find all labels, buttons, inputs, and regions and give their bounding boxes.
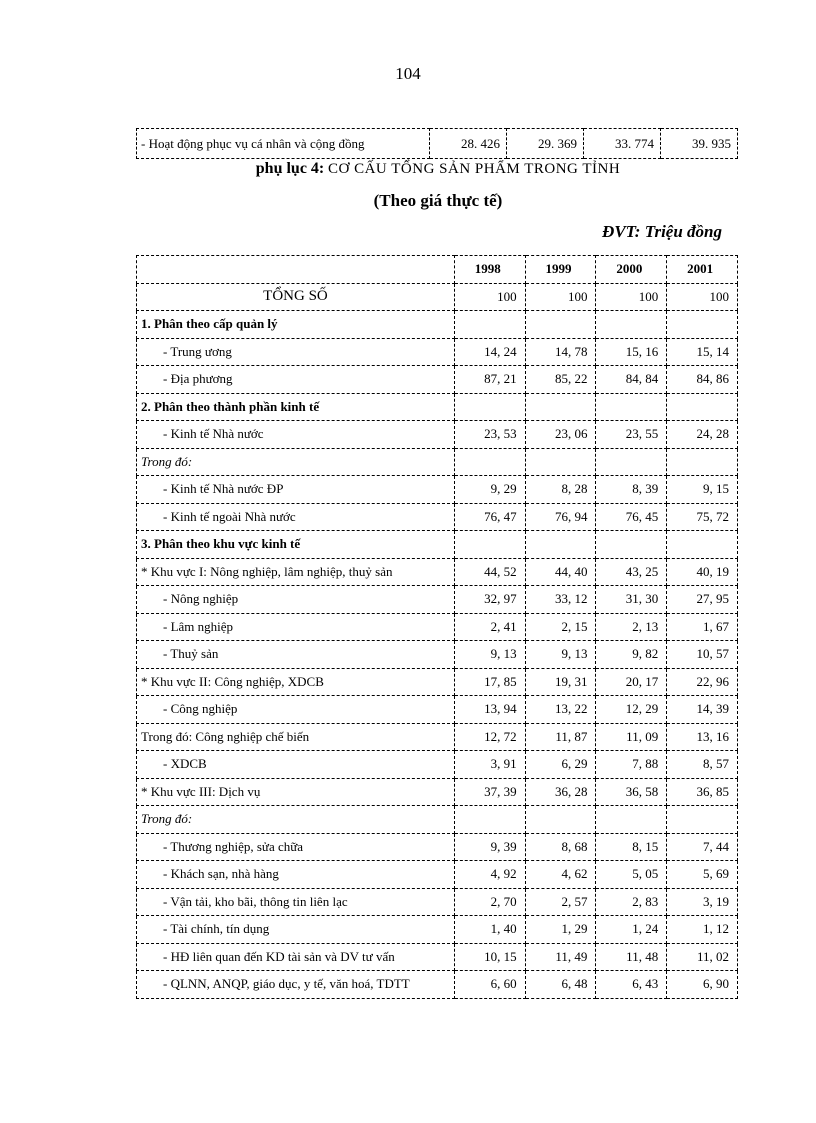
value-cell: 5, 69 <box>667 861 738 889</box>
value-cell: 1, 40 <box>454 916 525 944</box>
row-label: - HĐ liên quan đến KD tài sản và DV tư vấn <box>137 943 455 971</box>
value-cell <box>667 448 738 476</box>
row-label: - XDCB <box>137 751 455 779</box>
table-row <box>137 861 738 889</box>
value-cell: 8, 68 <box>525 833 596 861</box>
value-cell <box>525 806 596 834</box>
value-cell: 14, 39 <box>667 696 738 724</box>
value-cell: 7, 44 <box>667 833 738 861</box>
value-cell: 22, 96 <box>667 668 738 696</box>
row-label: - Thương nghiệp, sửa chữa <box>137 833 455 861</box>
row-label: Trong đó: <box>137 806 455 834</box>
value-cell <box>667 393 738 421</box>
value-cell: 40, 19 <box>667 558 738 586</box>
value-cell: 1, 67 <box>667 613 738 641</box>
value-cell: 36, 85 <box>667 778 738 806</box>
value-cell: 37, 39 <box>454 778 525 806</box>
appendix-subtitle: (Theo giá thực tế) <box>373 191 503 210</box>
table-row <box>137 696 738 724</box>
value-cell: 13, 22 <box>525 696 596 724</box>
value-cell: 7, 88 <box>596 751 667 779</box>
value-cell <box>667 531 738 559</box>
value-cell: 2, 57 <box>525 888 596 916</box>
value-cell: 33, 12 <box>525 586 596 614</box>
value-cell: 1, 12 <box>667 916 738 944</box>
table-row <box>137 129 738 159</box>
table-row <box>137 888 738 916</box>
value-cell: 9, 29 <box>454 476 525 504</box>
table-row <box>137 531 738 559</box>
row-label: - Nông nghiệp <box>137 586 455 614</box>
value-cell: 29. 369 <box>507 129 584 159</box>
value-cell: 11, 87 <box>525 723 596 751</box>
table-row <box>137 586 738 614</box>
table-row <box>137 971 738 999</box>
value-cell: 8, 39 <box>596 476 667 504</box>
unit-label: ĐVT: Triệu đồng <box>602 222 722 241</box>
value-cell <box>525 448 596 476</box>
table-row <box>137 503 738 531</box>
value-cell: 2, 13 <box>596 613 667 641</box>
value-cell <box>454 806 525 834</box>
value-cell: 44, 52 <box>454 558 525 586</box>
table-row <box>137 311 738 339</box>
value-cell: 9, 82 <box>596 641 667 669</box>
table-row <box>137 916 738 944</box>
value-cell: 2, 15 <box>525 613 596 641</box>
value-cell: 3, 19 <box>667 888 738 916</box>
value-cell: 76, 45 <box>596 503 667 531</box>
column-header: 2001 <box>667 256 738 284</box>
value-cell: 1, 29 <box>525 916 596 944</box>
row-label: - Địa phương <box>137 366 455 394</box>
table-row <box>137 448 738 476</box>
table-row <box>137 641 738 669</box>
value-cell: 9, 15 <box>667 476 738 504</box>
table-row <box>137 476 738 504</box>
row-label: - Công nghiệp <box>137 696 455 724</box>
value-cell: 84, 86 <box>667 366 738 394</box>
row-label: - Kinh tế Nhà nước <box>137 421 455 449</box>
value-cell: 12, 29 <box>596 696 667 724</box>
value-cell: 6, 43 <box>596 971 667 999</box>
value-cell: 11, 02 <box>667 943 738 971</box>
value-cell <box>454 448 525 476</box>
value-cell: 24, 28 <box>667 421 738 449</box>
value-cell <box>525 531 596 559</box>
row-label: - Lâm nghiệp <box>137 613 455 641</box>
value-cell: 6, 90 <box>667 971 738 999</box>
value-cell: 33. 774 <box>584 129 661 159</box>
value-cell: 36, 58 <box>596 778 667 806</box>
table-row <box>137 751 738 779</box>
value-cell <box>596 531 667 559</box>
value-cell: 9, 39 <box>454 833 525 861</box>
value-cell <box>596 311 667 339</box>
value-cell: 27, 95 <box>667 586 738 614</box>
value-cell: 9, 13 <box>454 641 525 669</box>
value-cell: 5, 05 <box>596 861 667 889</box>
table-header-row <box>137 256 738 284</box>
value-cell: 17, 85 <box>454 668 525 696</box>
row-label: 3. Phân theo khu vực kinh tế <box>137 531 455 559</box>
value-cell: 87, 21 <box>454 366 525 394</box>
value-cell: 31, 30 <box>596 586 667 614</box>
value-cell: 76, 47 <box>454 503 525 531</box>
value-cell: 43, 25 <box>596 558 667 586</box>
column-header: 2000 <box>596 256 667 284</box>
value-cell: 11, 49 <box>525 943 596 971</box>
structure-table <box>136 255 738 999</box>
value-cell: 76, 94 <box>525 503 596 531</box>
value-cell <box>667 311 738 339</box>
value-cell <box>454 393 525 421</box>
value-cell: 6, 29 <box>525 751 596 779</box>
table-row <box>137 393 738 421</box>
value-cell: 4, 62 <box>525 861 596 889</box>
row-label: Trong đó: Công nghiệp chế biến <box>137 723 455 751</box>
page-number: 104 <box>395 64 421 83</box>
row-label: Trong đó: <box>137 448 455 476</box>
value-cell: 13, 16 <box>667 723 738 751</box>
row-label: - QLNN, ANQP, giáo dục, y tế, văn hoá, TDTT <box>137 971 455 999</box>
value-cell: 84, 84 <box>596 366 667 394</box>
value-cell: 11, 09 <box>596 723 667 751</box>
value-cell: 85, 22 <box>525 366 596 394</box>
column-header: 1999 <box>525 256 596 284</box>
table-row <box>137 943 738 971</box>
table-row <box>137 806 738 834</box>
value-cell: 23, 53 <box>454 421 525 449</box>
value-cell: 44, 40 <box>525 558 596 586</box>
value-cell: 2, 83 <box>596 888 667 916</box>
row-label: - Kinh tế Nhà nước ĐP <box>137 476 455 504</box>
value-cell: 36, 28 <box>525 778 596 806</box>
table-row <box>137 338 738 366</box>
value-cell: 11, 48 <box>596 943 667 971</box>
table-body <box>137 256 738 999</box>
table-row <box>137 558 738 586</box>
value-cell <box>596 448 667 476</box>
value-cell: 100 <box>525 283 596 311</box>
value-cell: 75, 72 <box>667 503 738 531</box>
table-row <box>137 283 738 311</box>
table-row <box>137 723 738 751</box>
value-cell: 8, 57 <box>667 751 738 779</box>
row-label: * Khu vực II: Công nghiệp, XDCB <box>137 668 455 696</box>
row-label: - Vận tải, kho bãi, thông tin liên lạc <box>137 888 455 916</box>
value-cell <box>454 311 525 339</box>
header-empty-cell <box>137 256 455 284</box>
table-row <box>137 421 738 449</box>
value-cell: 20, 17 <box>596 668 667 696</box>
value-cell: 10, 57 <box>667 641 738 669</box>
value-cell: 9, 13 <box>525 641 596 669</box>
continued-table-row <box>136 128 738 159</box>
value-cell: 8, 15 <box>596 833 667 861</box>
value-cell: 3, 91 <box>454 751 525 779</box>
value-cell: 14, 24 <box>454 338 525 366</box>
row-label: - Khách sạn, nhà hàng <box>137 861 455 889</box>
value-cell: 4, 92 <box>454 861 525 889</box>
table-row <box>137 668 738 696</box>
column-header: 1998 <box>454 256 525 284</box>
table-row <box>137 833 738 861</box>
table-row <box>137 366 738 394</box>
row-label: - Kinh tế ngoài Nhà nước <box>137 503 455 531</box>
value-cell: 15, 16 <box>596 338 667 366</box>
value-cell: 6, 60 <box>454 971 525 999</box>
row-label: - Trung ương <box>137 338 455 366</box>
value-cell: 15, 14 <box>667 338 738 366</box>
table-row <box>137 613 738 641</box>
value-cell: 100 <box>454 283 525 311</box>
row-label: 1. Phân theo cấp quản lý <box>137 311 455 339</box>
value-cell <box>525 393 596 421</box>
value-cell <box>596 393 667 421</box>
value-cell: 10, 15 <box>454 943 525 971</box>
value-cell: 13, 94 <box>454 696 525 724</box>
row-label: * Khu vực III: Dịch vụ <box>137 778 455 806</box>
value-cell: 19, 31 <box>525 668 596 696</box>
appendix-heading: CƠ CẤU TỔNG SẢN PHẨM TRONG TỈNH <box>328 161 621 177</box>
value-cell: 8, 28 <box>525 476 596 504</box>
value-cell: 28. 426 <box>430 129 507 159</box>
row-label: - Tài chính, tín dụng <box>137 916 455 944</box>
row-label: - Thuỷ sản <box>137 641 455 669</box>
value-cell: 6, 48 <box>525 971 596 999</box>
value-cell <box>525 311 596 339</box>
row-label: 2. Phân theo thành phần kinh tế <box>137 393 455 421</box>
row-label: - Hoạt động phục vụ cá nhân và cộng đồng <box>137 129 430 159</box>
value-cell: 14, 78 <box>525 338 596 366</box>
value-cell: 2, 41 <box>454 613 525 641</box>
value-cell <box>596 806 667 834</box>
value-cell: 2, 70 <box>454 888 525 916</box>
value-cell <box>667 806 738 834</box>
value-cell: 1, 24 <box>596 916 667 944</box>
row-label: * Khu vực I: Nông nghiệp, lâm nghiệp, thuỷ sản <box>137 558 455 586</box>
value-cell: 100 <box>596 283 667 311</box>
value-cell: 32, 97 <box>454 586 525 614</box>
value-cell: 12, 72 <box>454 723 525 751</box>
value-cell: 39. 935 <box>661 129 738 159</box>
value-cell: 23, 55 <box>596 421 667 449</box>
appendix-prefix: phụ lục 4: <box>255 160 325 177</box>
value-cell <box>454 531 525 559</box>
row-label: TỔNG SỐ <box>137 283 455 311</box>
value-cell: 100 <box>667 283 738 311</box>
table-row <box>137 778 738 806</box>
value-cell: 23, 06 <box>525 421 596 449</box>
appendix-title <box>0 160 816 178</box>
